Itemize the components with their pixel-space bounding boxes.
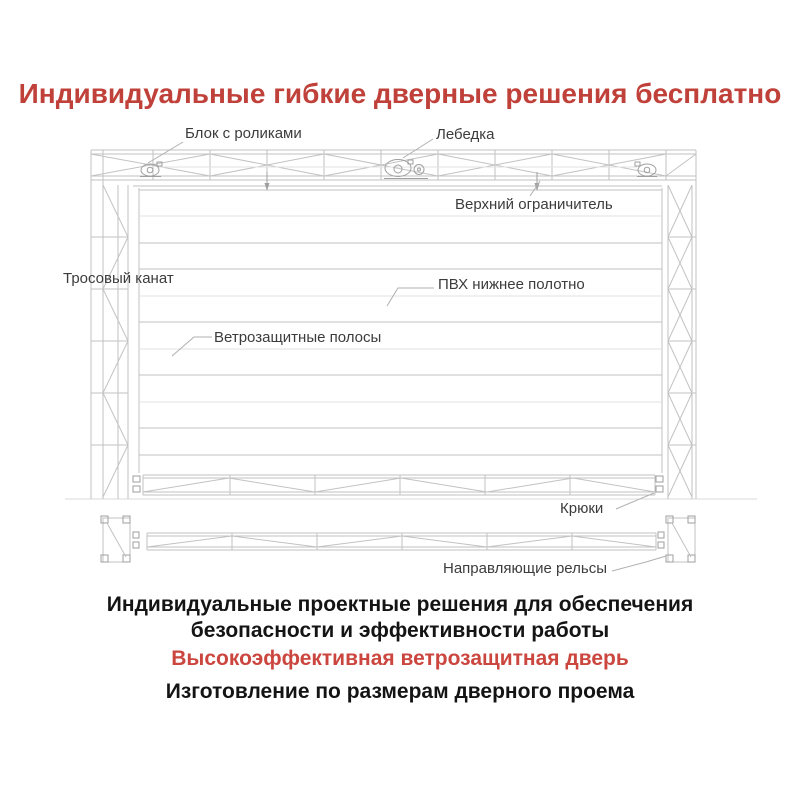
label-wind-strips: Ветрозащитные полосы (214, 329, 382, 346)
left-column-truss (91, 150, 139, 499)
footer-line-1: Индивидуальные проектные решения для обеспечения (106, 593, 694, 616)
label-upper-limiter: Верхний ограничитель (455, 196, 613, 213)
footer-line-3-highlight: Высокоэффективная ветрозащитная дверь (171, 647, 629, 670)
roller-block-right (635, 162, 657, 177)
label-pvc-panel: ПВХ нижнее полотно (438, 276, 585, 293)
upper-limiter-pin (265, 172, 540, 191)
top-beam-truss (91, 150, 696, 186)
footer-line-2: безопасности и эффективности работы (190, 619, 610, 642)
bottom-beam-truss (143, 475, 655, 495)
label-winch: Лебедка (436, 126, 495, 143)
label-block-rollers: Блок с роликами (185, 125, 302, 142)
label-cable-rope: Тросовый канат (63, 270, 174, 287)
page-title: Индивидуальные гибкие дверные решения бесплатно (18, 78, 782, 109)
label-guide-rails: Направляющие рельсы (443, 560, 607, 577)
label-hooks: Крюки (560, 500, 604, 517)
right-column-truss (662, 150, 696, 499)
guide-rail-truss (101, 516, 695, 562)
footer-line-4: Изготовление по размерам дверного проема (165, 680, 635, 703)
curtain-strips (139, 190, 662, 455)
